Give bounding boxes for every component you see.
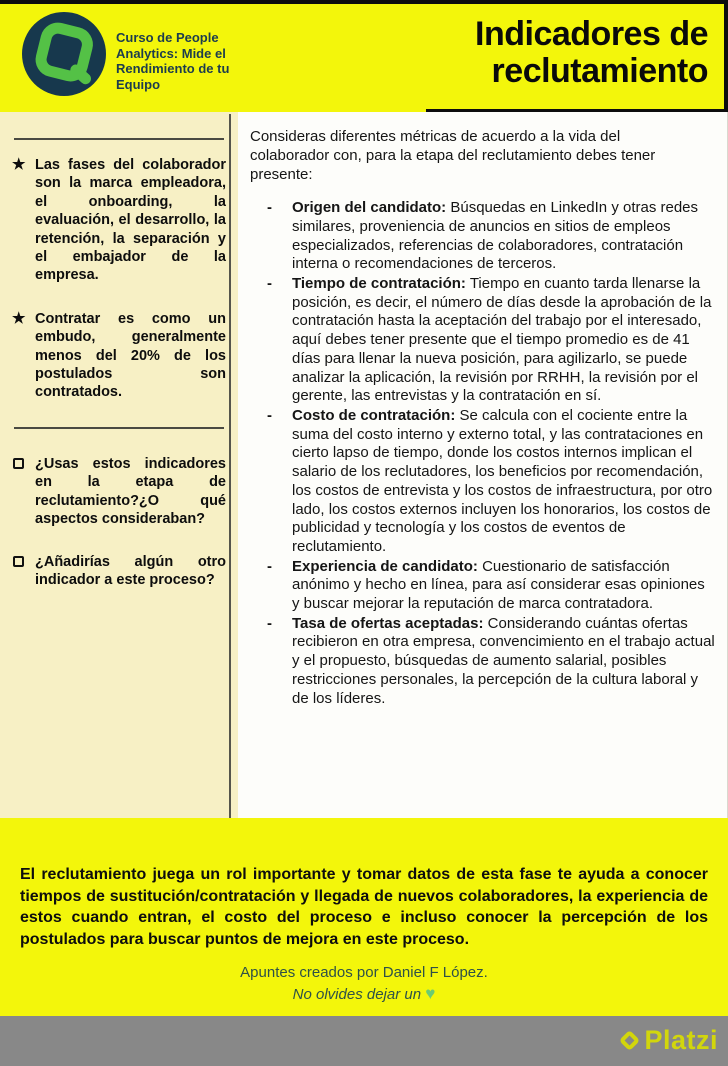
star-note-text: Contratar es como un embudo, generalmente menos del 20% de los postulados son contratados. <box>35 310 226 401</box>
list-item <box>250 407 715 557</box>
checkbox-square-icon <box>13 556 24 567</box>
star-icon: ★ <box>12 309 26 327</box>
metric-term: Costo de contratación: <box>292 406 456 424</box>
metric-description: Cuestionario de satisfacción anónimo y hecho en línea, para así considerar esas opiniones y buscar mejorar la reputación de marca contratadora. <box>292 557 705 613</box>
star-note-text: Las fases del colaborador son la marca empleadora, el onboarding, la evaluación, el desarrollo, la retención, la separación y el embajador de la empresa. <box>35 157 226 284</box>
metric-term: Experiencia de candidato: <box>292 557 478 575</box>
green-heart-icon: ♥ <box>425 984 436 1004</box>
metric-description: Búsquedas en LinkedIn y otras redes similares, proveniencia de anuncios en sitios de empleos especializados, referencias de colaboradores, contratación interna o recomendaciones de terceros. <box>292 199 699 273</box>
platzi-diamond-icon <box>619 1030 640 1051</box>
dash-bullet: - <box>267 275 272 293</box>
dash-bullet: - <box>267 557 272 575</box>
credit-line: Apuntes creados por Daniel F López. <box>240 964 488 982</box>
dash-bullet: - <box>267 406 272 424</box>
question-note <box>12 553 226 590</box>
platzi-watermark <box>622 1025 718 1056</box>
intro-paragraph: Consideras diferentes métricas de acuerdo a la vida del colaborador con, para la etapa del reclutamiento debes tener presente: <box>250 128 656 183</box>
bottom-band <box>0 864 728 1066</box>
main-content <box>238 112 728 818</box>
metrics-list <box>250 199 715 708</box>
checkbox-square-icon <box>13 458 24 469</box>
question-note-text: ¿Añadirías algún otro indicador a este proceso? <box>35 553 226 588</box>
list-item <box>250 558 715 614</box>
metric-term: Tiempo de contratación: <box>292 275 466 293</box>
course-title: Curso de People Analytics: Mide el Rendimiento de tu Equipo <box>116 30 230 92</box>
metric-description: Considerando cuántas ofertas recibieron en otra empresa, convencimiento en el trabajo actual y el propuesto, búsquedas de aumento salarial, posibles restricciones personales, la percepción de la cultura laboral y de los líderes. <box>292 614 715 707</box>
platzi-watermark-text: Platzi <box>644 1025 718 1055</box>
sidebar-divider-top <box>14 138 224 140</box>
metric-description: Se calcula con el cociente entre la suma del costo interno y externo total, y las contrataciones en cierto lapso de tiempo, donde los costos internos implican el salario de los reclutadores, los beneficios por recomendación, los costos de entrevista y los costos de infraestructura, por otro lado, los costos externos incluyen los honorarios, los costos de publicidad y tecnología y los costos de eventos de reclutamiento. <box>292 406 713 555</box>
content-columns <box>0 112 728 818</box>
sidebar-notes <box>0 112 238 818</box>
title-box <box>426 0 728 112</box>
metric-description: Tiempo en cuanto tarda llenarse la posición, es decir, el número de días desde la aprobación de la contratación hasta la aceptación del trabajo por el interesado, aquí debes tener presente que el tiempo promedio es de 41 días para llenar la nueva posición, para agilizarlo, se puede analizar la aplicación, la revisión por RRHH, la revisión por el gerente, las entrevistas y la contratación en sí. <box>292 275 712 405</box>
list-item <box>250 615 715 709</box>
page-title: Indicadores de reclutamiento <box>475 15 708 90</box>
list-item <box>250 199 715 274</box>
dash-bullet: - <box>267 199 272 217</box>
reminder-line <box>0 984 728 1004</box>
question-note-text: ¿Usas estos indicadores en la etapa de reclutamiento?¿O qué aspectos consideraban? <box>35 455 226 528</box>
dash-bullet: - <box>267 614 272 632</box>
metric-term: Origen del candidato: <box>292 199 447 217</box>
question-note <box>12 455 226 529</box>
star-icon: ★ <box>12 156 26 173</box>
sidebar-divider-vertical <box>229 114 231 818</box>
star-note <box>12 156 226 285</box>
star-note <box>12 310 226 402</box>
course-logo-icon <box>22 12 106 96</box>
metric-term: Tasa de ofertas aceptadas: <box>292 614 484 632</box>
reminder-text: No olvides dejar un <box>292 986 422 1004</box>
list-item <box>250 275 715 406</box>
summary-paragraph: El reclutamiento juega un rol importante y tomar datos de esta fase te ayuda a conocer tiempos de sustitución/contratación y llegada de nuevos colaboradores, la experiencia de estos cuando entran, el costo del proceso e incluso conocer la percepción de los postulados para buscar puntos de mejora en este proceso. <box>20 866 708 948</box>
sidebar-divider-middle <box>14 427 224 429</box>
header <box>0 4 728 112</box>
